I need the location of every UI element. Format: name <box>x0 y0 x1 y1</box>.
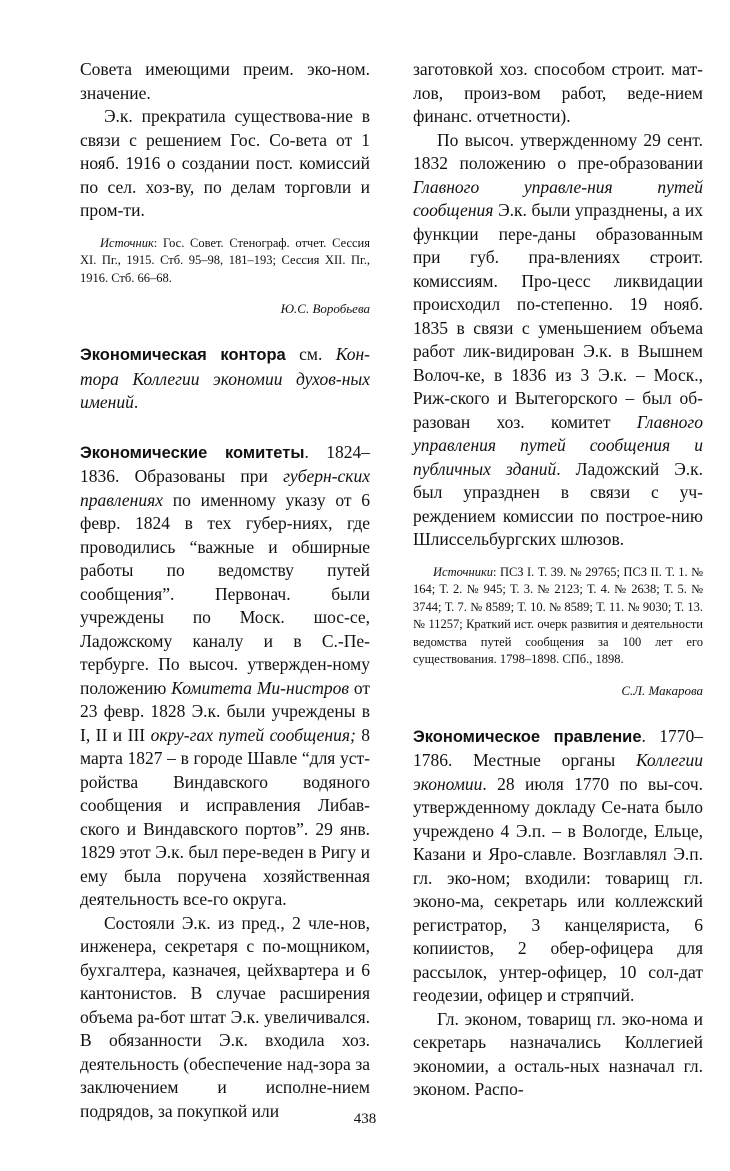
text-run: от 23 февр. 1828 Э.к. были учреждены в I, II и III <box>80 677 370 745</box>
text-run: по именному указу от 6 февр. 1824 в тех губер-ниях, где проводились “важные и обширные работы по ведомству путей сообщения”. Первонач. были учреждены по Моск. шос-се, Ладожскому каналу и в С.-Пе-тербурге. По высоч. утвержден-ному положению <box>80 489 370 698</box>
entry-title: Экономические комитеты <box>80 443 305 462</box>
entry-kontora <box>80 343 370 415</box>
entry-title: Экономическое правление <box>413 727 642 746</box>
cross-reference: окру-гах путей сообщения; <box>150 724 356 745</box>
closing-paragraph: Э.к. прекратила существова-ние в связи с решением Гос. Со-вета от 1 нояб. 1916 о создании пост. комиссий по сел. хоз-ву, по делам торговли и пром-ти. <box>80 106 370 220</box>
text-run: . Ладожский Э.к. был упразднен в связи с уч-реждением комиссии по построе-нию Шлиссельбургских шлюзов. <box>413 458 704 549</box>
entry-paragraph: Гл. эконом, товарищ гл. эко-нома и секретарь назначались Коллегией экономии, а осталь-ных назначал гл. эконом. Распо- <box>413 1008 703 1099</box>
right-column <box>413 58 703 1102</box>
continued-paragraph: Совета имеющими преим. эко-ном. значение. <box>80 59 370 103</box>
cross-reference: Кон-тора Коллегии экономии духов-ных имений <box>80 344 371 412</box>
author-signature: С.Л. Макарова <box>621 682 703 698</box>
page-number: 438 <box>353 1111 377 1127</box>
entry-ref-suffix: . <box>133 392 139 412</box>
text-run: . 28 июля 1770 по вы-соч. утвержденному докладу Се-ната было учреждено 4 Э.п. – в Вологде, Ельце, Казани и Яро-славле. Возглавлял Э.п. гл. эко-ном; входили: товарищ гл. эконо-ма, секретарь или коллежский регистратор, 3 канцеляриста, 6 копиистов, 2 обер-офицера для рассылок, унтер-офицер, 10 сол-дат геодезии, офицер и стряпчий. <box>413 773 703 1005</box>
continued-paragraph: заготовкой хоз. способом строит. мат-лов, произ-вом работ, веде-нием финанс. отчетности). <box>413 59 703 126</box>
text-run: . 1824–1836. Образованы при <box>80 441 370 486</box>
text-run: Э.к. были упразднены, а их функции пере-даны образованным при губ. пра-влениях строит. комиссиям. Про-цесс ликвидации происходил по-степенно. 19 нояб. 1835 в связи с уменьшением объема работ лик-видирован Э.к. в Вышнем Волоч-ке, в 1836 из 3 Э.к. – Моск., Риж-ского и Вытегорского – был об-разован хоз. комитет <box>413 200 703 432</box>
source-label: Источник <box>100 235 154 250</box>
entry-paragraph: Состояли Э.к. из пред., 2 чле-нов, инженера, секретаря с по-мощником, бухгалтера, казначея, цейхвартера и 6 кантонистов. В случае расширения объема ра-бот штат Э.к. увеличивался. В обязанности Э.к. входила хоз. деятельность (обеспечение над-зора за заключением и исполне-нием подрядов, за покупкой или <box>80 912 370 1121</box>
source-text: : Гос. Совет. Стенограф. отчет. Сессия XI. Пг., 1915. Стб. 95–98, 181–193; Сессия XII. Пг., 1916. Стб. 66–68. <box>80 235 370 285</box>
text-run: . 1770–1786. Местные органы <box>413 725 703 770</box>
cross-reference: Коллегии экономии <box>413 750 703 794</box>
cross-reference: губерн-ских правлениях <box>80 466 370 510</box>
entry-pravlenie <box>413 725 703 1008</box>
entry-komitety <box>80 441 370 912</box>
source-label: Источники <box>433 564 494 579</box>
source-text: : ПСЗ I. Т. 39. № 29765; ПСЗ II. Т. 1. № 164; Т. 2. № 945; Т. 3. № 2123; Т. 4. № 2638; Т. 5. № 3744; Т. 7. № 8589; Т. 10. № 8589; Т. 11. № 9030; Т. 13. № 11257; Краткий ист. очерк развития и деятельности ведомства путей сообщения за 100 лет его существования. 1798–1898. СПб., 1898. <box>413 564 703 666</box>
author-signature: Ю.С. Воробьева <box>280 301 370 316</box>
entry-paragraph <box>413 129 703 552</box>
cross-reference: Главного управления путей сообщения и публичных зданий <box>413 411 703 479</box>
text-run: По высоч. утвержденному 29 сент. 1832 положению о пре-образовании <box>413 129 703 173</box>
source-note <box>80 235 370 288</box>
entry-ref-prefix: см. <box>285 344 336 364</box>
source-note <box>413 564 703 669</box>
text-run: 8 марта 1827 – в городе Шавле “для уст-ройства Виндавского водяного сообщения и исправления Либав-ского и Виндавского портов”. 29 янв. 1829 этот Э.к. был пере-веден в Ригу и ему была поручена хозяйственная деятельность все-го округа. <box>80 724 371 909</box>
left-column <box>80 58 370 1123</box>
entry-title: Экономическая контора <box>80 346 286 364</box>
cross-reference: Главного управле-ния путей сообщения <box>413 176 703 220</box>
cross-reference: Комитета Ми-нистров <box>171 677 349 698</box>
